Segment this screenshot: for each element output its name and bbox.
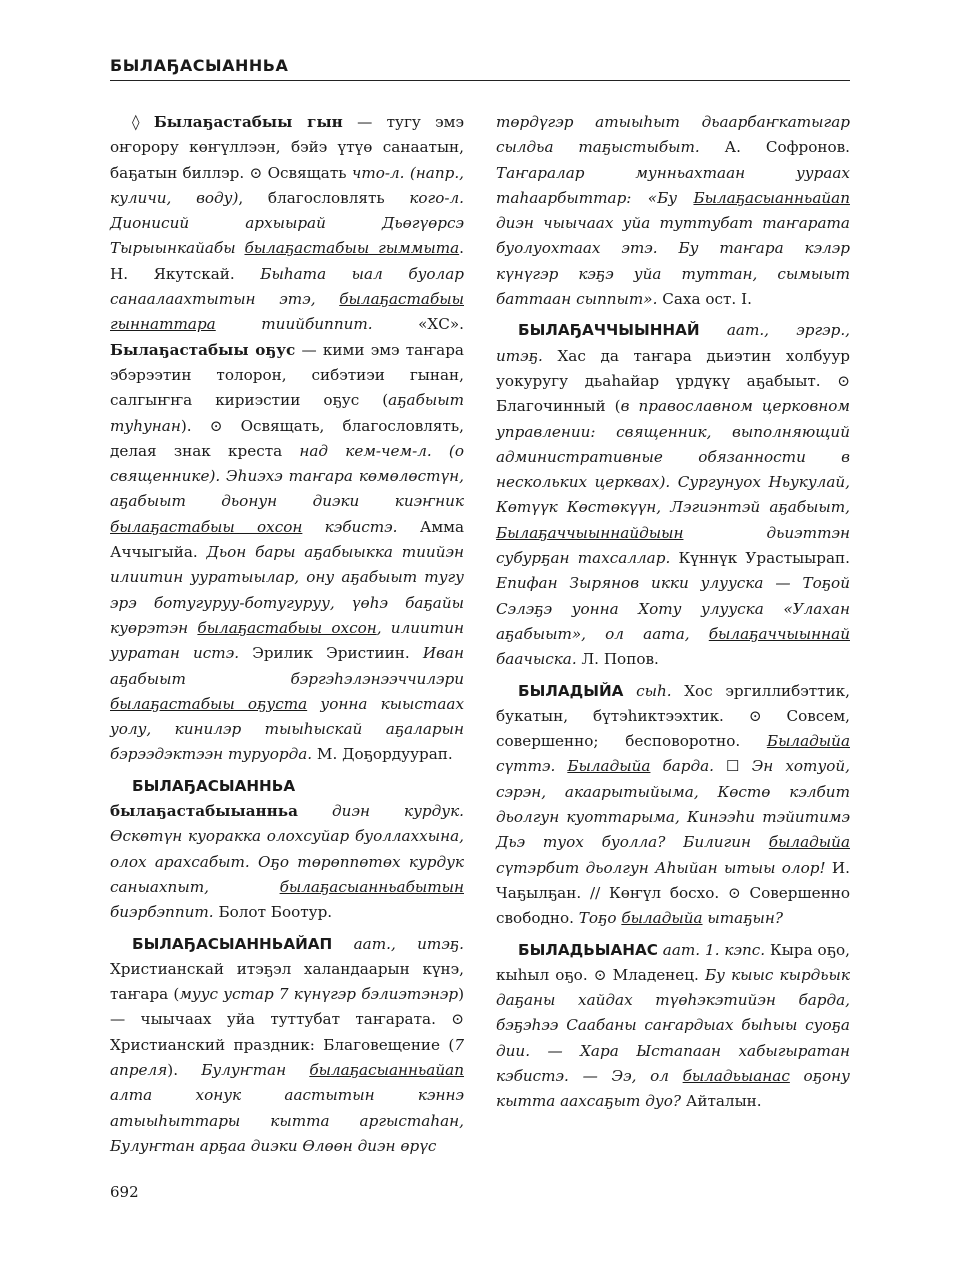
text-run: былаҕасыанньайап	[309, 1060, 464, 1079]
text-run: Көҥүл босхо. ⊙ Совершенно свободно.	[496, 883, 850, 928]
text-run: кого-л. Дионисий архыырай Дьөгүөрсэ Тырыынкайабы	[110, 188, 464, 258]
text-run: былаҕасыанньабытын	[279, 877, 464, 896]
text-run: Эн хотуой, сэрэн, акаарытыйыма, Көстө кэлбит дьолгун куоттарыма, Кинээһи тэйитимэ Дьэ туох буолла? Билигин	[496, 757, 851, 852]
text-run: Епифан Зырянов икки улууска — Тоҕой Сэлэҕэ уонна Хоту улууска «Улахан аҕабыыт», ол аата,	[496, 574, 850, 643]
text-run: оҕону кытта аахсаҕыт дуо?	[496, 1066, 850, 1111]
text-run: төрдүгэр атыыһыт дьаарбаҥкатыгар сылдьа таҕыстыбыт.	[496, 113, 850, 157]
text-run: А. Софронов.	[724, 138, 850, 157]
text-run: сүтэрбит дьолгун Аһыйан ытыы олор!	[496, 858, 832, 877]
text-run: ) — чыычаах уйа туттубат таҥарата. ⊙ Христианский праздник: Благовещение (	[110, 985, 465, 1054]
text-run: былаҕастабыы охсон	[110, 517, 303, 536]
text-run: ).	[167, 1060, 202, 1079]
text-run: ◊	[132, 113, 154, 131]
text-run: — тугу эмэ оҥорору көҥүллээн, бэйэ үтүө санаатын, баҕатын биллэр. ⊙ Освящать	[110, 113, 465, 182]
text-run: Таҥаралар мунньахтаан уураах таһаарбыттар: «Бу	[496, 163, 850, 207]
text-run: Былаҕастабыы оҕус	[110, 340, 296, 359]
text-run: Тоҕо	[578, 909, 622, 928]
text-run: Л. Попов.	[581, 650, 659, 669]
text-run: что-л. (напр., куличи, воду)	[110, 163, 464, 207]
text-run: былаҕаччыыннай	[708, 624, 850, 643]
text-run: Былаҕаччыыннайдыын	[496, 523, 684, 542]
text-run: М. Доҕордуурап.	[316, 745, 453, 764]
text-run: Быладыйа	[766, 732, 850, 751]
text-run: над кем-чем-л. (о священнике). Эһиэхэ таҥара көмөлөстүн, аҕабыыт дьонун диэки киэҥник	[110, 441, 464, 511]
text-run: Хос эргиллибэттик, букатын, бүтэһиктээхтик. ⊙ Совсем, совершенно; бесповоротно.	[496, 681, 850, 751]
text-run: БЫЛАДЬЫАНАС	[518, 940, 658, 959]
text-run: Болот Боотур.	[218, 903, 333, 922]
text-run: быладыйа	[768, 833, 850, 852]
text-run: биэрбэппит.	[110, 903, 219, 922]
text-run: аат. 1. кэпс.	[657, 940, 771, 959]
text-run: былаҕастабыы охсон	[197, 618, 377, 637]
text-run: Бу кыыс кырдьык даҕаны хайдах түөһэкэтийэн барда, бэҕэһээ Саабаны саҥардыах быһыы суоҕа дии. — Хара Ыстапаан хабыгыратан кэбистэ. — Ээ, ол	[496, 965, 850, 1085]
text-run: Быһата ыал буолар санаалаахтытын этэ,	[110, 264, 465, 309]
left-column	[110, 110, 464, 1165]
text-run: Амма Аччыгыйа.	[110, 517, 464, 562]
text-run: ытаҕын?	[702, 909, 784, 928]
page-number: 692	[110, 1183, 139, 1201]
text-run: БЫЛАҔАСЫАННЬА	[132, 776, 296, 795]
text-run: былаҕастабыыанньа	[110, 802, 298, 821]
text-run: ☐	[726, 757, 752, 776]
entry-paragraph	[110, 110, 464, 768]
text-run: Былаҕастабыы гын	[153, 113, 343, 131]
text-run: Күннүк Урастыырап.	[678, 549, 850, 568]
text-run: Хас да таҥара дьиэтин холбуур уокуругу дьаһайар үрдүкү аҕабыыт. ⊙ Благочинный (	[496, 346, 851, 416]
text-run: «ХС».	[418, 315, 464, 334]
text-run: . Н. Якутскай.	[110, 239, 464, 283]
text-run: диэн чыычаах уйа туттубат таҥарата буолуохтаах этэ. Бу таҥара кэлэр күнүгэр кэҕэ уйа туттан, сымыыт баттаан сыппыт».	[496, 214, 850, 309]
text-run: Иван аҕабыыт бэргэһэлэнээччилэри	[110, 644, 464, 688]
text-run: муус устар 7 күнүгэр бэлиэтэнэр	[179, 985, 459, 1004]
text-run: аҕабыыт туһунан	[110, 391, 464, 435]
text-run: быладыйа	[621, 909, 703, 928]
text-run: уонна кыыстаах уолу, кинилэр тыыһыскай аҕаларын бэрээдэктээн туруорда.	[110, 694, 465, 764]
text-run: тиийбиппит.	[215, 315, 419, 334]
text-run: — кими эмэ таҥара эбэрээтин толорон, сибэтиэи гынан, салгыҥҥа кириэстии оҕус (	[110, 340, 464, 410]
text-run: алта хонук аастытын кэннэ атыыһыттары кытта аргыстаһан, Булуҥтан арҕаа диэки Өлөөн диэн өрүс	[110, 1086, 464, 1155]
text-run: барда.	[650, 757, 727, 776]
text-run: БЫЛАҔАЧЧЫЫННАЙ	[518, 321, 700, 340]
text-run: диэн курдук. Өскөтүн куоракка олохсуйар буоллаххына, олох арахсабыт. Оҕо төрөппөтөх курдук саныахпыт,	[110, 802, 464, 896]
header-rule	[110, 80, 850, 81]
text-run: сүттэ.	[496, 757, 568, 776]
text-run: ). ⊙ Освящать, благословлять, делая знак креста	[110, 416, 464, 460]
text-run: , илиитин ууратан истэ.	[110, 618, 464, 663]
text-run: аат., итэҕ.	[332, 934, 464, 953]
text-run: Былаҕасыанньайап	[693, 188, 850, 207]
text-run: Эрилик Эристиин.	[252, 644, 423, 663]
entry-paragraph	[110, 774, 464, 926]
entry-paragraph	[496, 679, 850, 932]
entry-paragraph	[110, 932, 464, 1160]
text-run: БЫЛАҔАСЫАННЬАЙАП	[132, 934, 333, 953]
text-run: сыһ.	[623, 681, 685, 700]
running-header: БЫЛАҔАСЫАННЬА	[110, 56, 289, 75]
right-column	[496, 110, 850, 1121]
text-run: 7 апреля	[110, 1035, 464, 1079]
text-run: в православном церковном управлении: священник, выполняющий административные обязанности в нескольких церквах). Сургунуох Ньукулай, Көтүүк Көстөкүүн, Лэгиэнтэй аҕабыыт,	[496, 397, 850, 517]
text-run: Саха ост. I.	[662, 290, 752, 309]
text-run: И. Чаҕылҕан. //	[496, 858, 850, 902]
text-run: Дьон бары аҕабыыкка тиийэн илиитин ууратыылар, ону аҕабыыт тугу эрэ ботугуруу-ботугуруу, үөһэ баҕайы куөрэтэн	[110, 543, 464, 637]
text-run: БЫЛАДЫЙА	[518, 681, 624, 700]
entry-paragraph	[496, 318, 850, 672]
text-run: Христианскай итэҕэл халандаарын күнэ, таҥара (	[110, 959, 464, 1004]
text-run: , благословлять	[238, 188, 410, 207]
text-run: аат., эргэр., итэҕ.	[496, 321, 850, 365]
text-run: баачыска.	[496, 650, 582, 669]
text-run: Булуҥтан	[201, 1060, 310, 1079]
text-run: Кыра оҕо, кыһыл оҕо. ⊙ Младенец.	[496, 940, 850, 984]
text-run: кэбистэ.	[302, 517, 420, 536]
text-run: былаҕастабыы гыннаттара	[110, 290, 464, 334]
text-run: быладьыанас	[682, 1066, 790, 1085]
text-run: былаҕастабыы оҕуста	[110, 694, 308, 713]
entry-paragraph	[496, 938, 850, 1115]
entry-paragraph	[496, 110, 850, 312]
text-run: былаҕастабыы гыммыта	[244, 239, 460, 258]
text-run: Быладыйа	[567, 757, 651, 776]
text-run: дьиэттэн субурҕан тахсаллар.	[496, 523, 850, 568]
text-run: Айталын.	[685, 1092, 762, 1111]
